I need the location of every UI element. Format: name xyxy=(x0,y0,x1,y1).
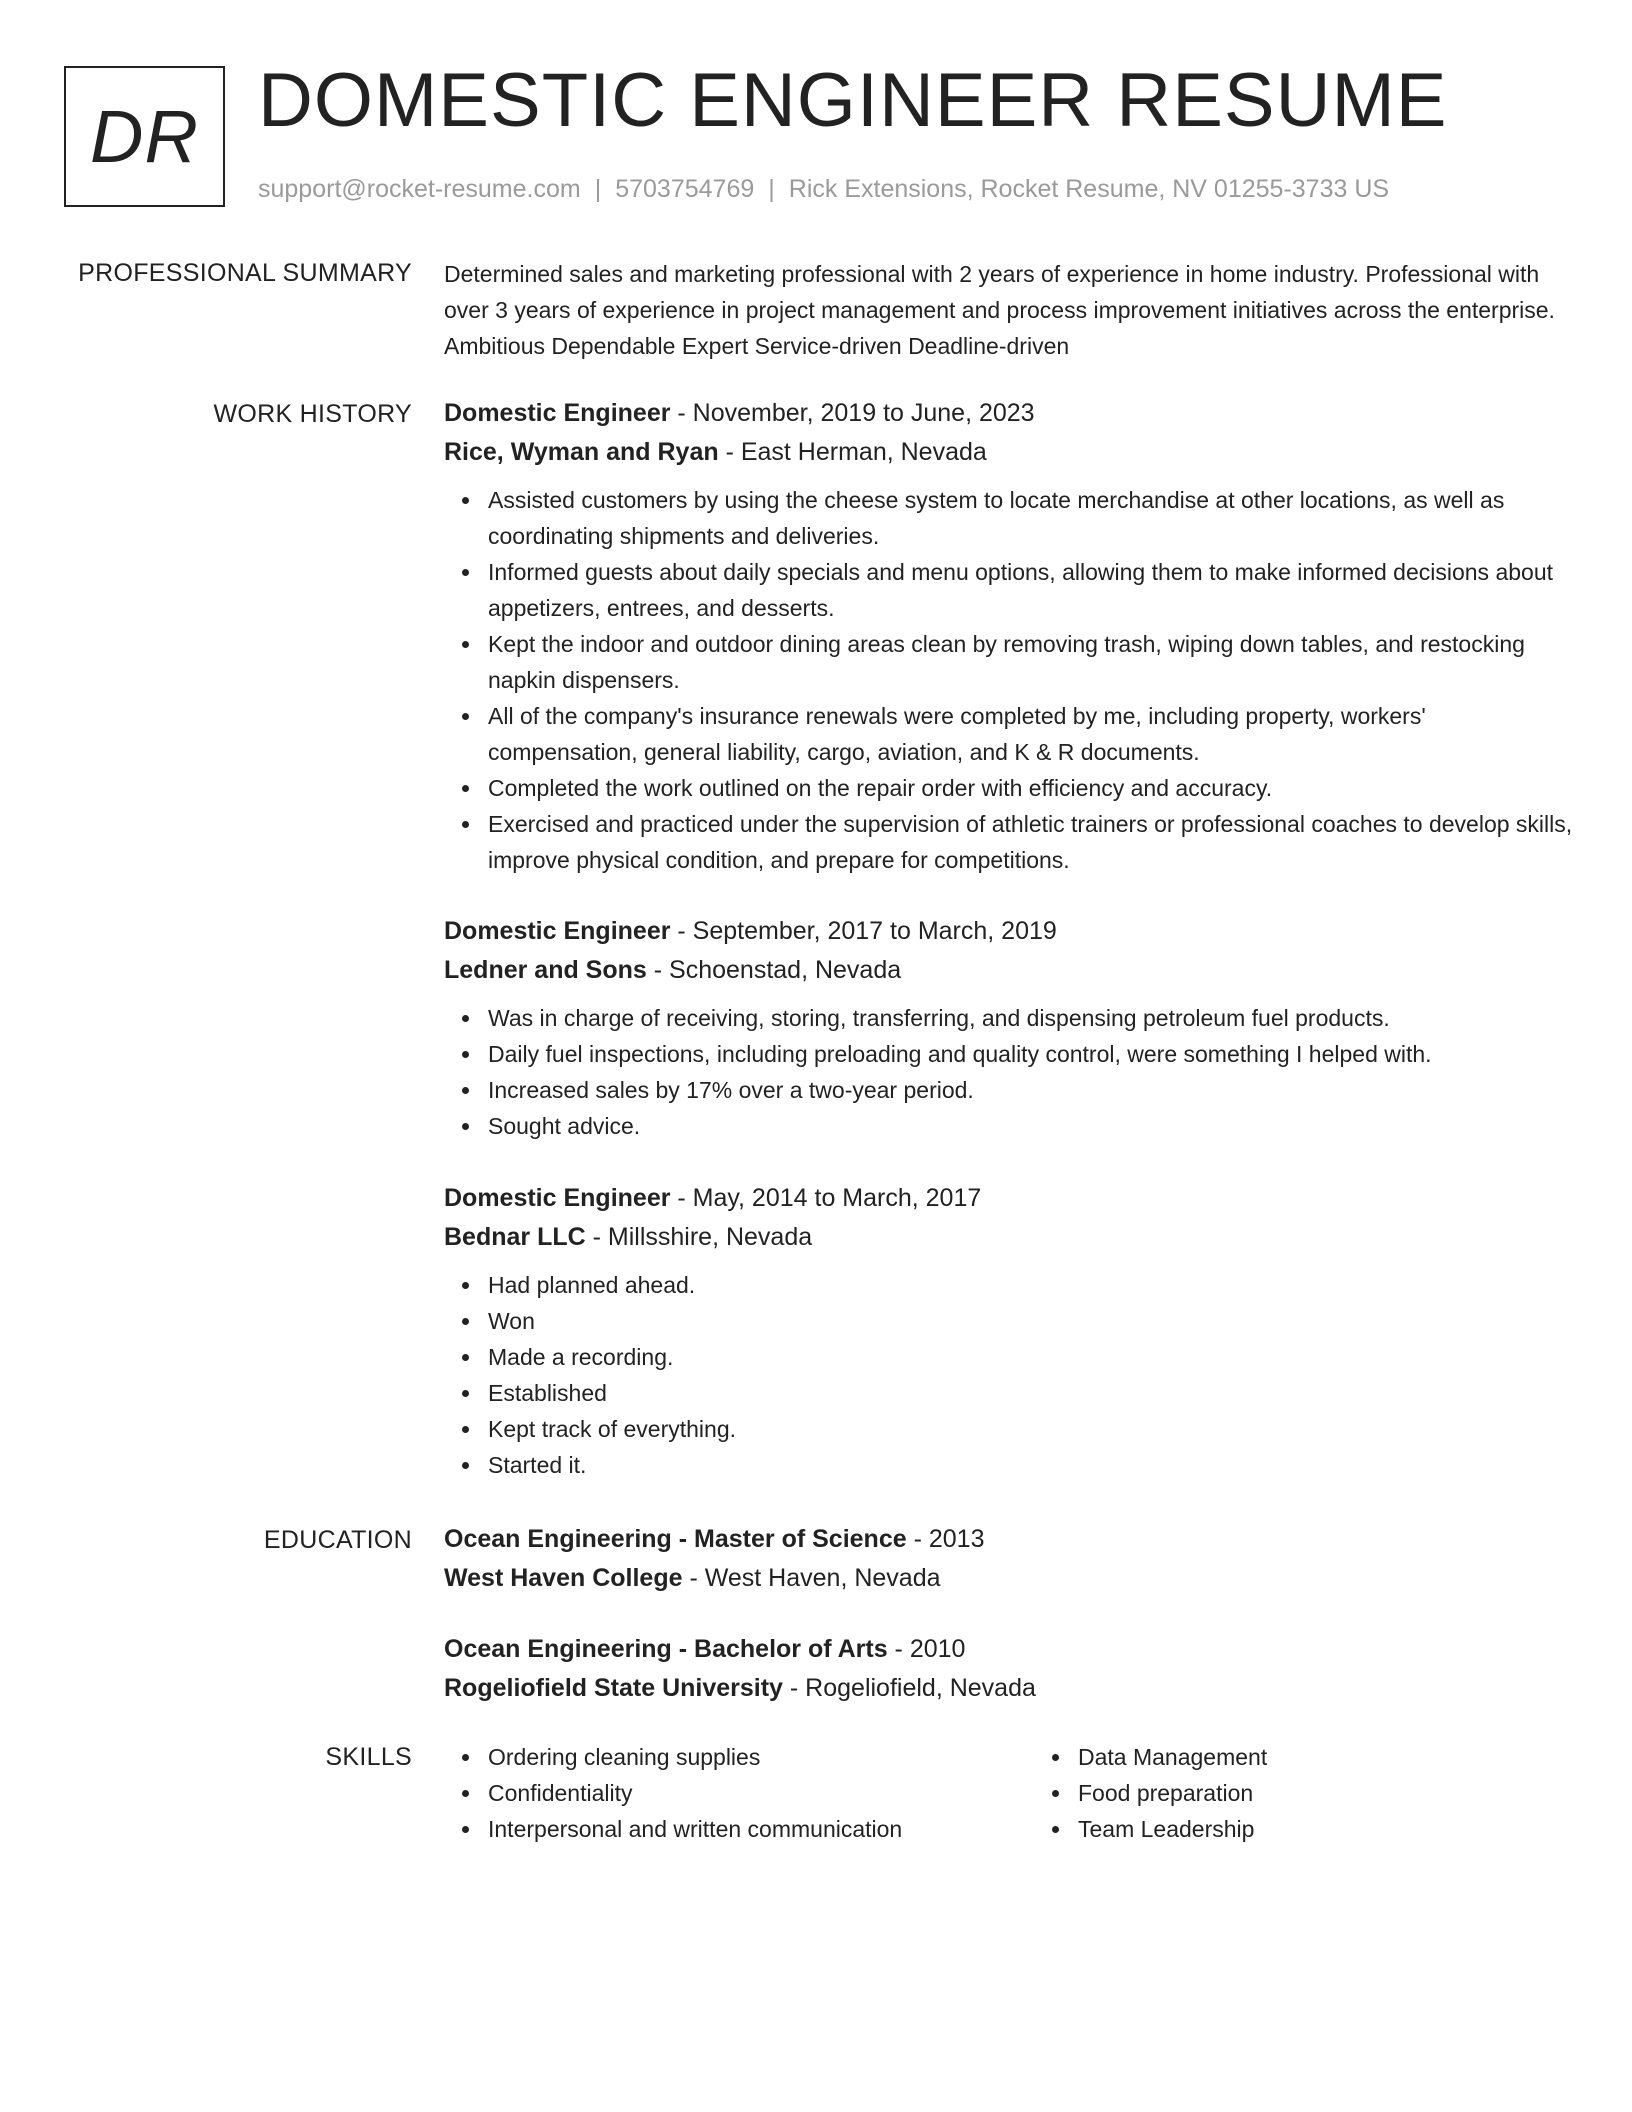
section-label-skills: SKILLS xyxy=(325,1743,412,1771)
job-title-line xyxy=(444,1179,1574,1218)
list-item: Kept track of everything. xyxy=(488,1411,1574,1447)
job-bullets xyxy=(444,1267,1574,1483)
skills-column xyxy=(1034,1739,1267,1847)
skills-list xyxy=(444,1739,1574,1847)
contact-separator: | xyxy=(594,175,602,203)
list-item: Informed guests about daily specials and menu options, allowing them to make informed decisions about appetizers, entrees, and desserts. xyxy=(488,554,1574,626)
job-title: Domestic Engineer xyxy=(444,1184,671,1212)
job-entry xyxy=(444,394,1574,878)
resume-title: DOMESTIC ENGINEER RESUME xyxy=(258,58,1448,143)
degree-line xyxy=(444,1630,1574,1669)
skill-item: Food preparation xyxy=(1078,1775,1267,1811)
list-item: All of the company's insurance renewals were completed by me, including property, workers' compensation, general liability, cargo, aviation, and K & R documents. xyxy=(488,698,1574,770)
section-label-work-history: WORK HISTORY xyxy=(213,400,412,428)
contact-separator: | xyxy=(768,175,775,203)
list-item: Kept the indoor and outdoor dining areas clean by removing trash, wiping down tables, and restocking napkin dispensers. xyxy=(488,626,1574,698)
job-dates: - September, 2017 to March, 2019 xyxy=(670,917,1057,945)
job-title: Domestic Engineer xyxy=(444,399,671,427)
education-entry xyxy=(444,1630,1574,1708)
skill-item: Interpersonal and written communication xyxy=(488,1811,1034,1847)
degree-year: - 2010 xyxy=(887,1635,966,1663)
job-company: Ledner and Sons xyxy=(444,956,647,984)
school-line xyxy=(444,1669,1574,1708)
skill-item: Team Leadership xyxy=(1078,1811,1267,1847)
summary-text: Determined sales and marketing professional with 2 years of experience in home industry. Professional with over 3 years of experience in project management and process improvement initiatives across the enterprise. Ambitious Dependable Expert Service-driven Deadline-driven xyxy=(444,261,1555,359)
job-location: - Millsshire, Nevada xyxy=(585,1223,813,1251)
school-location: - Rogeliofield, Nevada xyxy=(782,1674,1036,1702)
job-company: Rice, Wyman and Ryan xyxy=(444,438,719,466)
job-bullets xyxy=(444,482,1574,878)
degree-title: Ocean Engineering - Bachelor of Arts xyxy=(444,1635,888,1663)
list-item: Completed the work outlined on the repair order with efficiency and accuracy. xyxy=(488,770,1574,806)
list-item: Made a recording. xyxy=(488,1339,1574,1375)
skill-item: Confidentiality xyxy=(488,1775,1034,1811)
list-item: Increased sales by 17% over a two-year period. xyxy=(488,1072,1574,1108)
contact-line xyxy=(258,174,1389,204)
contact-email: support@rocket-resume.com xyxy=(258,175,581,203)
school-name: West Haven College xyxy=(444,1564,683,1592)
list-item: Exercised and practiced under the supervision of athletic trainers or professional coaches to develop skills, improve physical condition, and prepare for competitions. xyxy=(488,806,1574,878)
list-item: Was in charge of receiving, storing, transferring, and dispensing petroleum fuel products. xyxy=(488,1000,1574,1036)
job-location: - East Herman, Nevada xyxy=(718,438,987,466)
skill-item: Data Management xyxy=(1078,1739,1267,1775)
list-item: Assisted customers by using the cheese system to locate merchandise at other locations, as well as coordinating shipments and deliveries. xyxy=(488,482,1574,554)
skill-item: Ordering cleaning supplies xyxy=(488,1739,1034,1775)
contact-phone: 5703754769 xyxy=(615,175,755,203)
section-label-education: EDUCATION xyxy=(263,1526,412,1554)
job-dates: - May, 2014 to March, 2017 xyxy=(670,1184,982,1212)
contact-address: Rick Extensions, Rocket Resume, NV 01255-3733 US xyxy=(788,175,1390,203)
list-item: Sought advice. xyxy=(488,1108,1574,1144)
school-location: - West Haven, Nevada xyxy=(682,1564,941,1592)
job-title-line xyxy=(444,394,1574,433)
school-line xyxy=(444,1559,1574,1598)
job-entry xyxy=(444,1179,1574,1483)
list-item: Won xyxy=(488,1303,1574,1339)
job-location: - Schoenstad, Nevada xyxy=(646,956,902,984)
job-dates: - November, 2019 to June, 2023 xyxy=(670,399,1035,427)
job-company-line xyxy=(444,951,1574,990)
skills-column xyxy=(444,1739,1034,1847)
degree-title: Ocean Engineering - Master of Science xyxy=(444,1525,907,1553)
job-title: Domestic Engineer xyxy=(444,917,671,945)
job-company-line xyxy=(444,1218,1574,1257)
school-name: Rogeliofield State University xyxy=(444,1674,783,1702)
job-title-line xyxy=(444,912,1574,951)
job-bullets xyxy=(444,1000,1574,1144)
list-item: Daily fuel inspections, including preloading and quality control, were something I helped with. xyxy=(488,1036,1574,1072)
degree-line xyxy=(444,1520,1574,1559)
monogram-initials: DR xyxy=(64,66,225,207)
job-company-line xyxy=(444,433,1574,472)
education-entry xyxy=(444,1520,1574,1598)
job-entry xyxy=(444,912,1574,1144)
degree-year: - 2013 xyxy=(906,1525,985,1553)
list-item: Had planned ahead. xyxy=(488,1267,1574,1303)
list-item: Established xyxy=(488,1375,1574,1411)
job-company: Bednar LLC xyxy=(444,1223,586,1251)
list-item: Started it. xyxy=(488,1447,1574,1483)
section-label-summary: PROFESSIONAL SUMMARY xyxy=(78,259,412,287)
summary-block xyxy=(444,256,1574,364)
